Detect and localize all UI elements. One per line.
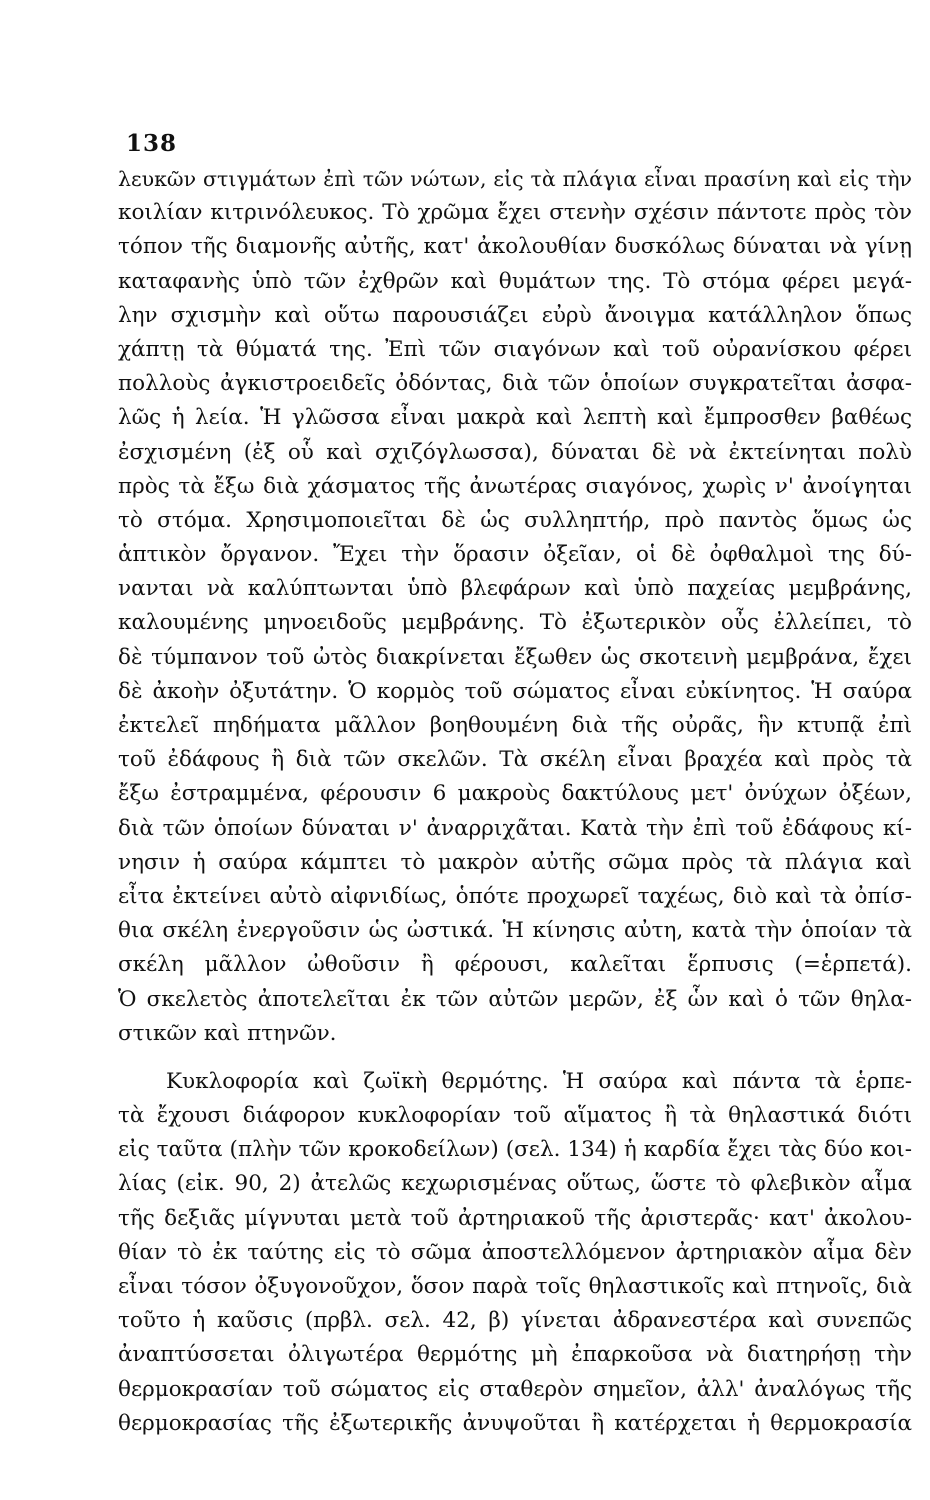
- text-line: λῶς ἡ λεία. Ἡ γλῶσσα εἶναι μακρὰ καὶ λεπτὴ καὶ ἔμπροσθεν βαθέως: [118, 405, 912, 431]
- text-line: λίας (εἰκ. 90, 2) ἀτελῶς κεχωρισμένας οὕτως, ὥστε τὸ φλεβικὸν αἷμα: [118, 1171, 912, 1197]
- text-line: Ὁ σκελετὸς ἀποτελεῖται ἐκ τῶν αὐτῶν μερῶν, ἐξ ὧν καὶ ὁ τῶν θηλα-: [118, 986, 912, 1012]
- text-line: θερμοκρασίας τῆς ἐξωτερικῆς ἀνυψοῦται ἢ κατέρχεται ἡ θερμοκρασία: [118, 1410, 912, 1436]
- text-line: νησιν ἡ σαύρα κάμπτει τὸ μακρὸν αὐτῆς σῶμα πρὸς τὰ πλάγια καὶ: [118, 849, 912, 875]
- text-line: λην σχισμὴν καὶ οὕτω παρουσιάζει εὐρὺ ἄνοιγμα κατάλληλον ὅπως: [118, 302, 912, 328]
- text-line: εἶναι τόσον ὀξυγονοῦχον, ὅσον παρὰ τοῖς θηλαστικοῖς καὶ πτηνοῖς, διὰ: [118, 1274, 912, 1299]
- text-line: τοῦτο ἡ καῦσις (πρβλ. σελ. 42, β) γίνεται ἀδρανεστέρα καὶ συνεπῶς: [118, 1308, 912, 1334]
- text-line: τὰ ἔχουσι διάφορον κυκλοφορίαν τοῦ αἵματος ἢ τὰ θηλαστικά διότι: [118, 1103, 912, 1129]
- text-line: τόπον τῆς διαμονῆς αὐτῆς, κατ' ἀκολουθίαν δυσκόλως δύναται νὰ γίνῃ: [118, 234, 912, 260]
- text-line: Κυκλοφορία καὶ ζωϊκὴ θερμότης. Ἡ σαύρα καὶ πάντα τὰ ἑρπε-: [166, 1068, 912, 1094]
- text-line: καταφανὴς ὑπὸ τῶν ἐχθρῶν καὶ θυμάτων της. Τὸ στόμα φέρει μεγά-: [118, 268, 912, 294]
- text-line: καλουμένης μηνοειδοῦς μεμβράνης. Τὸ ἐξωτερικὸν οὖς ἐλλείπει, τὸ: [118, 610, 912, 636]
- paragraph-anatomy: [118, 162, 912, 1051]
- text-line: διὰ τῶν ὁποίων δύναται ν' ἀναρριχᾶται. Κατὰ τὴν ἐπὶ τοῦ ἐδάφους κί-: [118, 815, 912, 841]
- text-line: δὲ τύμπανον τοῦ ὠτὸς διακρίνεται ἔξωθεν ὡς σκοτεινὴ μεμβράνα, ἔχει: [118, 644, 912, 670]
- text-line: νανται νὰ καλύπτωνται ὑπὸ βλεφάρων καὶ ὑπὸ παχείας μεμβράνης,: [118, 576, 912, 602]
- text-line: πολλοὺς ἀγκιστροειδεῖς ὀδόντας, διὰ τῶν ὁποίων συγκρατεῖται ἀσφα-: [118, 371, 912, 397]
- text-line: στικῶν καὶ πτηνῶν.: [118, 1020, 337, 1046]
- text-line: θίαν τὸ ἐκ ταύτης εἰς τὸ σῶμα ἀποστελλόμενον ἀρτηριακὸν αἷμα δὲν: [118, 1239, 912, 1265]
- text-line: κοιλίαν κιτρινόλευκος. Τὸ χρῶμα ἔχει στενὴν σχέσιν πάντοτε πρὸς τὸν: [118, 200, 912, 226]
- text-line: πρὸς τὰ ἔξω διὰ χάσματος τῆς ἀνωτέρας σιαγόνος, χωρὶς ν' ἀνοίγηται: [118, 473, 912, 499]
- text-line: δὲ ἀκοὴν ὀξυτάτην. Ὁ κορμὸς τοῦ σώματος εἶναι εὐκίνητος. Ἡ σαύρα: [118, 678, 912, 704]
- text-line: ἁπτικὸν ὄργανον. Ἔχει τὴν ὅρασιν ὀξεῖαν, οἱ δὲ ὀφθαλμοὶ της δύ-: [118, 542, 912, 568]
- text-line: ἀναπτύσσεται ὀλιγωτέρα θερμότης μὴ ἐπαρκοῦσα νὰ διατηρήσῃ τὴν: [118, 1342, 912, 1368]
- text-line: ἐσχισμένη (ἐξ οὗ καὶ σχιζόγλωσσα), δύναται δὲ νὰ ἐκτείνηται πολὺ: [118, 439, 912, 465]
- body-text: [118, 162, 912, 1441]
- text-line: θερμοκρασίαν τοῦ σώματος εἰς σταθερὸν σημεῖον, ἀλλ' ἀναλόγως τῆς: [118, 1376, 912, 1402]
- paragraph-circulation: [118, 1065, 912, 1441]
- text-line: τὸ στόμα. Χρησιμοποιεῖται δὲ ὡς συλληπτήρ, πρὸ παντὸς ὅμως ὡς: [118, 507, 912, 533]
- text-line: θια σκέλη ἐνεργοῦσιν ὡς ὠστικά. Ἡ κίνησις αὐτη, κατὰ τὴν ὁποίαν τὰ: [118, 918, 912, 944]
- text-line: τῆς δεξιᾶς μίγνυται μετὰ τοῦ ἀρτηριακοῦ τῆς ἀριστερᾶς· κατ' ἀκολου-: [118, 1205, 912, 1231]
- text-line: χάπτῃ τὰ θύματά της. Ἐπὶ τῶν σιαγόνων καὶ τοῦ οὐρανίσκου φέρει: [118, 336, 912, 362]
- text-line: ἔξω ἐστραμμένα, φέρουσιν 6 μακροὺς δακτύλους μετ' ὀνύχων ὀξέων,: [118, 781, 912, 807]
- text-line: εἰς ταῦτα (πλὴν τῶν κροκοδείλων) (σελ. 134) ἡ καρδία ἔχει τὰς δύο κοι-: [118, 1137, 912, 1163]
- text-line: σκέλη μᾶλλον ὠθοῦσιν ἢ φέρουσι, καλεῖται ἕρπυσις (=ἑρπετά).: [118, 952, 912, 978]
- text-line: ἐκτελεῖ πηδήματα μᾶλλον βοηθουμένη διὰ τῆς οὐρᾶς, ἣν κτυπᾷ ἐπὶ: [118, 713, 912, 738]
- page-number: 138: [126, 130, 178, 157]
- text-line: λευκῶν στιγμάτων ἐπὶ τῶν νώτων, εἰς τὰ πλάγια εἶναι πρασίνη καὶ εἰς τὴν: [118, 167, 912, 191]
- text-line: τοῦ ἐδάφους ἢ διὰ τῶν σκελῶν. Τὰ σκέλη εἶναι βραχέα καὶ πρὸς τὰ: [118, 747, 912, 773]
- paragraph-gap: [118, 1051, 912, 1065]
- text-line: εἶτα ἐκτείνει αὐτὸ αἰφνιδίως, ὁπότε προχωρεῖ ταχέως, διὸ καὶ τὰ ὀπίσ-: [118, 883, 912, 909]
